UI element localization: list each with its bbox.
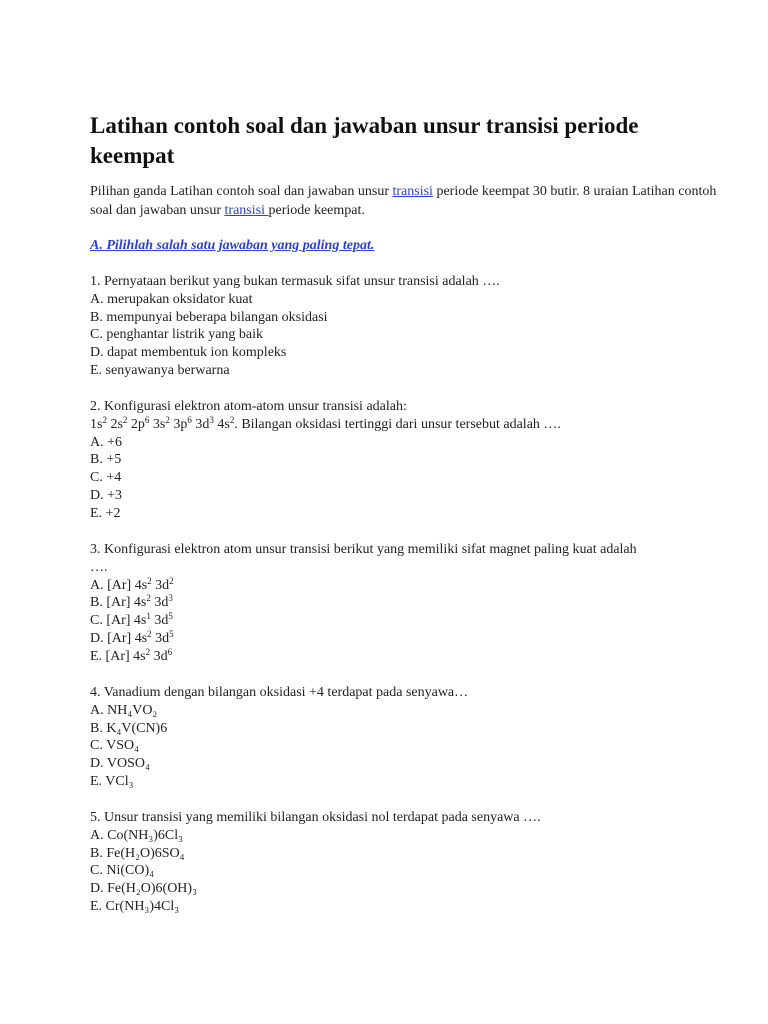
option-superscript: 1 bbox=[146, 611, 151, 622]
intro-text: periode keempat 30 butir. 8 uraian Latihan contoh soal dan jawaban unsur bbox=[90, 184, 717, 218]
config-superscript: 6 bbox=[144, 414, 150, 425]
config-part: 2p bbox=[127, 416, 145, 432]
config-part: 1s bbox=[90, 416, 103, 432]
answer-option: B. mempunyai beberapa bilangan oksidasi bbox=[90, 309, 328, 325]
config-superscript: 2 bbox=[102, 414, 107, 425]
answer-option: C. Ni(CO)₄ bbox=[90, 863, 154, 879]
option-part: 3d bbox=[150, 648, 168, 664]
config-superscript: 3 bbox=[209, 414, 214, 425]
question-stem: 1. Pernyataan berikut yang bukan termasuk sifat unsur transisi adalah …. bbox=[90, 274, 500, 289]
answer-option: C. VSO₄ bbox=[90, 738, 139, 754]
option-part: A. [Ar] 4s bbox=[90, 577, 148, 593]
intro-text: periode keempat. bbox=[268, 203, 365, 218]
answer-option: B. K₄V(CN)6 bbox=[90, 720, 168, 736]
question-3 bbox=[90, 541, 650, 666]
option-part: 3d bbox=[150, 595, 169, 611]
option-part: 3d bbox=[150, 613, 169, 629]
answer-option: E. VCl₃ bbox=[90, 773, 134, 789]
answer-option bbox=[90, 594, 650, 612]
answer-option: A. Co(NH₃)6Cl₃ bbox=[90, 827, 183, 843]
option-part: E. [Ar] 4s bbox=[90, 648, 146, 664]
answer-option: E. +2 bbox=[90, 505, 121, 521]
intro-paragraph bbox=[90, 182, 730, 220]
option-superscript: 6 bbox=[167, 646, 173, 657]
option-superscript: 2 bbox=[147, 575, 152, 586]
question-4 bbox=[90, 684, 690, 791]
section-heading: A. Pilihlah salah satu jawaban yang paling tepat. bbox=[90, 238, 375, 253]
question-stem: 2. Konfigurasi elektron atom-atom unsur transisi adalah: bbox=[90, 399, 407, 414]
answer-option: E. Cr(NH₃)4Cl₃ bbox=[90, 898, 180, 914]
option-superscript: 3 bbox=[168, 593, 173, 604]
option-part: 3d bbox=[151, 577, 170, 593]
config-superscript: 2 bbox=[229, 414, 235, 425]
config-part: 3p bbox=[169, 416, 188, 432]
config-superscript: 6 bbox=[187, 414, 192, 425]
answer-option: D. VOSO₄ bbox=[90, 756, 150, 772]
option-part: 3d bbox=[151, 630, 170, 646]
config-part: 4s bbox=[213, 416, 230, 432]
question-2 bbox=[90, 398, 690, 523]
config-superscript: 2 bbox=[165, 414, 170, 425]
electron-configuration bbox=[90, 416, 690, 434]
option-part: B. [Ar] 4s bbox=[90, 595, 147, 611]
option-superscript: 2 bbox=[169, 575, 174, 586]
option-part: C. [Ar] 4s bbox=[90, 613, 147, 629]
answer-option: C. +4 bbox=[90, 470, 122, 486]
question-5 bbox=[90, 809, 690, 916]
answer-option bbox=[90, 630, 650, 648]
intro-text: Pilihan ganda Latihan contoh soal dan jawaban unsur bbox=[90, 184, 393, 199]
answer-option: B. Fe(H₂O)6SO₄ bbox=[90, 845, 185, 861]
answer-option: A. NH₄VO₂ bbox=[90, 702, 158, 718]
transisi-link[interactable]: transisi bbox=[392, 184, 433, 199]
option-superscript: 5 bbox=[169, 628, 174, 639]
option-superscript: 5 bbox=[168, 611, 173, 622]
answer-option bbox=[90, 577, 650, 595]
config-part: . Bilangan oksidasi tertinggi dari unsur tersebut adalah …. bbox=[234, 416, 561, 432]
option-superscript: 2 bbox=[146, 593, 151, 604]
answer-option: D. Fe(H₂O)6(OH)₃ bbox=[90, 881, 197, 897]
answer-option: D. +3 bbox=[90, 487, 123, 503]
config-superscript: 2 bbox=[122, 414, 128, 425]
transisi-link[interactable]: transisi bbox=[224, 203, 269, 218]
answer-option bbox=[90, 612, 650, 630]
config-part: 2s bbox=[106, 416, 123, 432]
config-part: 3d bbox=[191, 416, 210, 432]
answer-option: B. +5 bbox=[90, 452, 122, 468]
answer-option bbox=[90, 648, 650, 666]
question-stem: 3. Konfigurasi elektron atom unsur transisi berikut yang memiliki sifat magnet paling kuat adalah …. bbox=[90, 542, 637, 575]
question-stem: 4. Vanadium dengan bilangan oksidasi +4 terdapat pada senyawa… bbox=[90, 685, 469, 700]
page-title: Latihan contoh soal dan jawaban unsur transisi periode keempat bbox=[90, 113, 639, 168]
answer-option: A. +6 bbox=[90, 434, 123, 450]
option-superscript: 2 bbox=[147, 628, 152, 639]
answer-option: E. senyawanya berwarna bbox=[90, 362, 230, 378]
question-stem: 5. Unsur transisi yang memiliki bilangan oksidasi nol terdapat pada senyawa …. bbox=[90, 810, 541, 825]
question-1 bbox=[90, 273, 690, 380]
answer-option: C. penghantar listrik yang baik bbox=[90, 327, 264, 343]
option-superscript: 2 bbox=[145, 646, 151, 657]
answer-option: D. dapat membentuk ion kompleks bbox=[90, 345, 287, 361]
option-part: D. [Ar] 4s bbox=[90, 630, 148, 646]
answer-option: A. merupakan oksidator kuat bbox=[90, 291, 253, 307]
config-part: 3s bbox=[149, 416, 166, 432]
